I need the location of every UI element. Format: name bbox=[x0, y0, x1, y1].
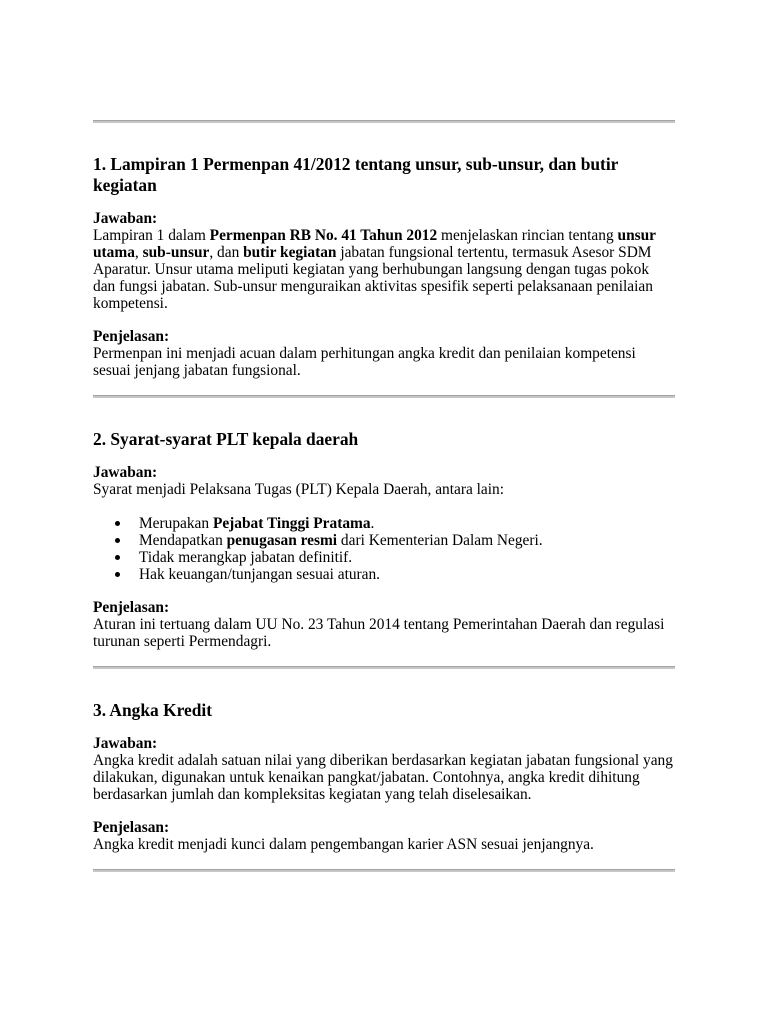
bullet-icon bbox=[115, 555, 120, 560]
text-run: Hak keuangan/tunjangan sesuai aturan. bbox=[139, 566, 381, 583]
explanation-text: Permenpan ini menjadi acuan dalam perhitungan angka kredit dan penilaian kompetensi sesuai jenjang jabatan fungsional. bbox=[93, 345, 636, 379]
text-run: dari Kementerian Dalam Negeri. bbox=[337, 532, 543, 549]
bullet-icon bbox=[115, 572, 120, 577]
bold-text-run: sub-unsur bbox=[142, 244, 210, 261]
list-item bbox=[139, 515, 673, 532]
answer-text bbox=[93, 752, 673, 803]
bold-text-run: penugasan resmi bbox=[226, 532, 338, 549]
text-run: , dan bbox=[209, 244, 244, 261]
section-heading: 3. Angka Kredit bbox=[93, 700, 213, 720]
bold-text-run: unsur utama bbox=[93, 227, 656, 261]
bold-text-run: Permenpan RB No. 41 Tahun 2012 bbox=[209, 227, 438, 244]
document-content bbox=[93, 120, 675, 872]
text-run: , bbox=[134, 244, 143, 261]
text-run: Mendapatkan bbox=[139, 532, 227, 549]
section-heading: 1. Lampiran 1 Permenpan 41/2012 tentang unsur, sub-unsur, dan butir kegiatan bbox=[93, 154, 619, 195]
text-run: . bbox=[370, 515, 375, 532]
horizontal-rule bbox=[93, 869, 675, 872]
bold-text-run: butir kegiatan bbox=[243, 244, 337, 261]
answer-block bbox=[93, 735, 673, 803]
answer-text bbox=[93, 227, 656, 312]
list-item-text bbox=[139, 549, 352, 566]
explanation-text: Aturan ini tertuang dalam UU No. 23 Tahun 2014 tentang Pemerintahan Daerah dan regulasi turunan seperti Permendagri. bbox=[93, 616, 665, 650]
section-1 bbox=[93, 154, 675, 379]
text-run: Merupakan bbox=[139, 515, 213, 532]
explanation-block bbox=[93, 819, 673, 853]
bold-text-run: Pejabat Tinggi Pratama bbox=[212, 515, 371, 532]
list-item bbox=[139, 549, 673, 566]
answer-text bbox=[93, 481, 504, 498]
explanation-label: Penjelasan: bbox=[93, 328, 170, 345]
explanation-block bbox=[93, 599, 673, 650]
text-run: menjelaskan rincian tentang bbox=[437, 227, 618, 244]
list-item-text bbox=[139, 515, 374, 532]
horizontal-rule bbox=[93, 395, 675, 398]
bullet-icon bbox=[115, 521, 120, 526]
explanation-label: Penjelasan: bbox=[93, 819, 170, 836]
bullet-icon bbox=[115, 538, 120, 543]
list-item bbox=[139, 566, 673, 583]
text-run: jabatan fungsional tertentu, termasuk Asesor SDM Aparatur. Unsur utama meliputi kegiatan yang berhubungan langsung dengan tugas pokok dan fungsi jabatan. Sub-unsur menguraikan aktivitas spesifik seperti pelaksanaan penilaian kompetensi. bbox=[93, 244, 653, 312]
text-run: Angka kredit adalah satuan nilai yang diberikan berdasarkan kegiatan jabatan fungsional yang dilakukan, digunakan untuk kenaikan pangkat/jabatan. Contohnya, angka kredit dihitung berdasarkan jumlah dan kompleksitas kegiatan yang telah diselesaikan. bbox=[93, 752, 673, 803]
answer-block bbox=[93, 464, 673, 498]
section-3 bbox=[93, 700, 675, 853]
text-run: Lampiran 1 dalam bbox=[93, 227, 210, 244]
answer-block bbox=[93, 210, 673, 312]
list-item-text bbox=[139, 566, 380, 583]
text-run: Tidak merangkap jabatan definitif. bbox=[139, 549, 353, 566]
horizontal-rule bbox=[93, 120, 675, 123]
answer-label: Jawaban: bbox=[93, 464, 158, 481]
text-run: Syarat menjadi Pelaksana Tugas (PLT) Kepala Daerah, antara lain: bbox=[93, 481, 505, 498]
explanation-text: Angka kredit menjadi kunci dalam pengembangan karier ASN sesuai jenjangnya. bbox=[93, 836, 594, 853]
list-item-text bbox=[139, 532, 543, 549]
section-heading: 2. Syarat-syarat PLT kepala daerah bbox=[93, 429, 359, 449]
horizontal-rule bbox=[93, 666, 675, 669]
explanation-block bbox=[93, 328, 673, 379]
list-item bbox=[139, 532, 673, 549]
section-2 bbox=[93, 429, 675, 650]
answer-label: Jawaban: bbox=[93, 210, 158, 227]
answer-label: Jawaban: bbox=[93, 735, 158, 752]
requirements-list bbox=[93, 515, 673, 583]
explanation-label: Penjelasan: bbox=[93, 599, 170, 616]
